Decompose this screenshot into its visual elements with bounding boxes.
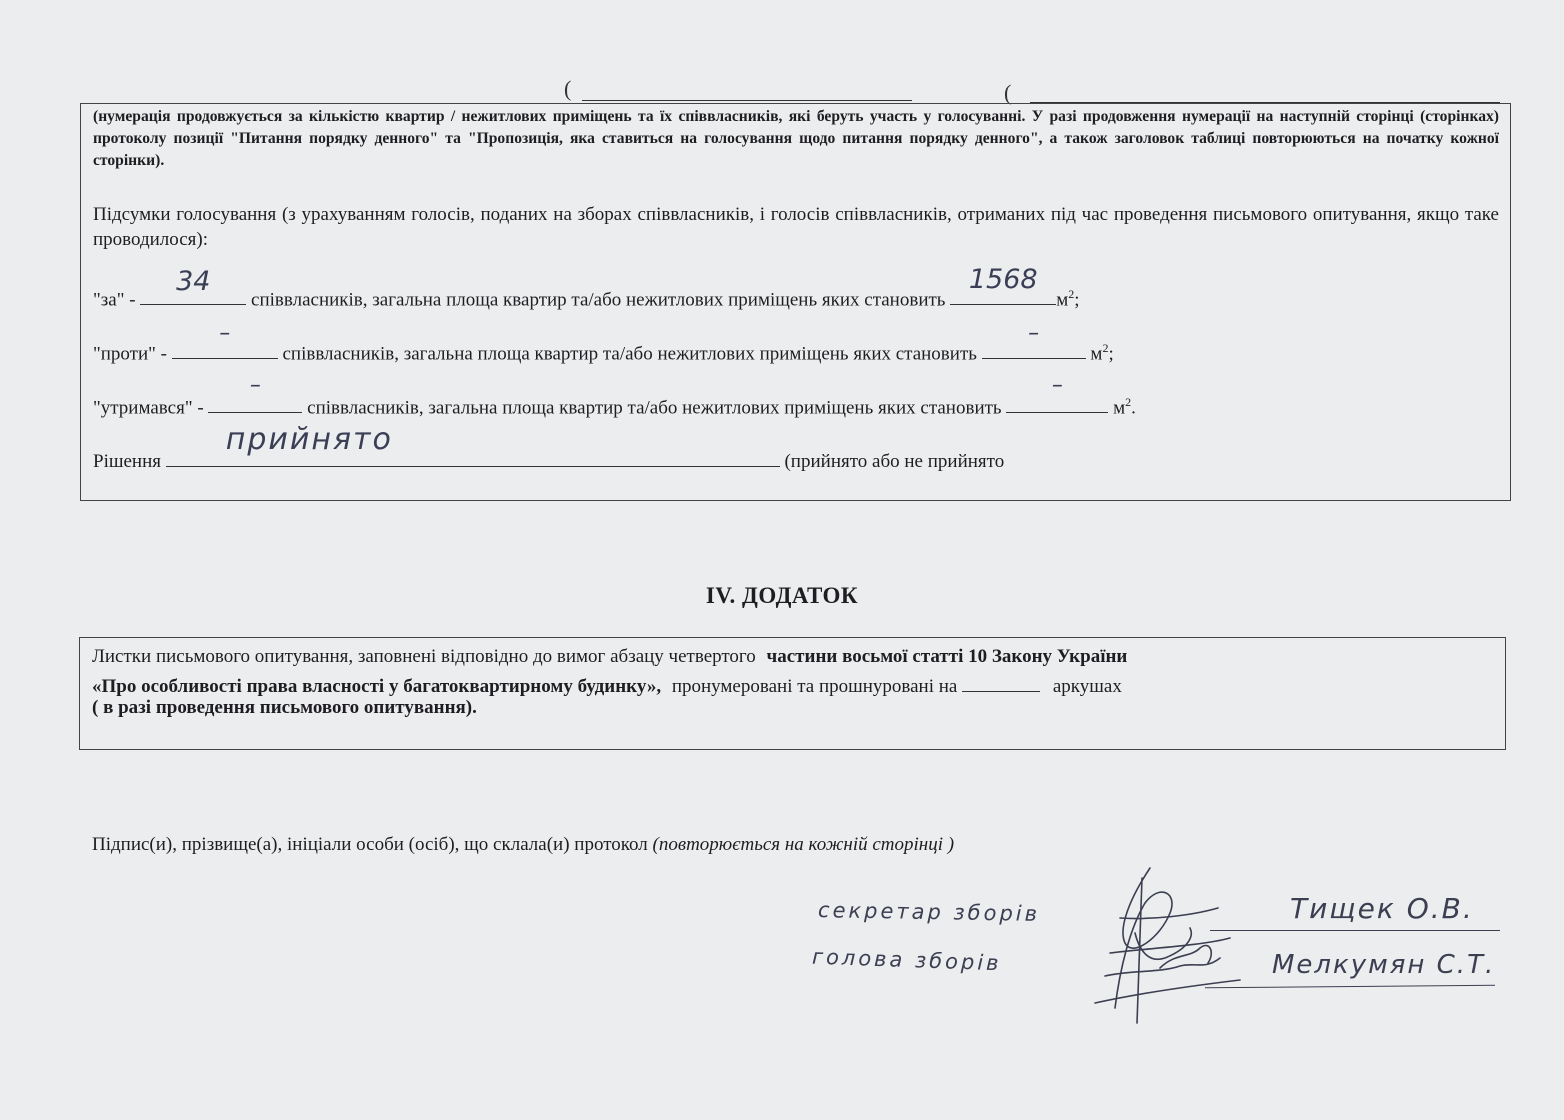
decision-note: (прийнято або не прийнято bbox=[784, 451, 1005, 472]
secretary-name: Тищек О.В. bbox=[1290, 892, 1474, 925]
handwritten-signature-graphic bbox=[1090, 858, 1250, 1028]
vote-against-unit-sup: 2 bbox=[1102, 341, 1109, 355]
decision-value: прийнято bbox=[225, 422, 393, 457]
vote-for-label: "за" - bbox=[93, 289, 136, 311]
vote-abstain-unit-sup: 2 bbox=[1125, 395, 1132, 409]
decision-field bbox=[166, 422, 780, 467]
sheets-count-field[interactable] bbox=[962, 671, 1040, 692]
vote-for-middle-text: співвласників, загальна площа квартир та/або нежитлових приміщень яких становить bbox=[251, 289, 946, 311]
vote-abstain-area-field bbox=[1006, 373, 1108, 413]
signature-caption-italic: (повторюється на кожній сторінці ) bbox=[652, 834, 955, 855]
vote-against-area-field bbox=[982, 321, 1086, 359]
vote-for-area-field bbox=[950, 264, 1056, 305]
vote-abstain-count-field bbox=[208, 373, 302, 413]
vote-row-abstain bbox=[93, 373, 1136, 420]
vote-against-middle-text: співвласників, загальна площа квартир та/або нежитлових приміщень яких становить bbox=[282, 343, 977, 365]
vote-abstain-area: – bbox=[1051, 373, 1063, 399]
vote-abstain-count: – bbox=[249, 373, 261, 399]
vote-row-for bbox=[93, 264, 1080, 312]
appendix-line-2-normal: пронумеровані та прошнуровані на bbox=[671, 676, 958, 697]
vote-abstain-end: . bbox=[1131, 397, 1136, 419]
vote-for-unit: м bbox=[1056, 289, 1069, 311]
vote-row-against bbox=[93, 321, 1114, 366]
appendix-line-2-end: аркушах bbox=[1052, 676, 1122, 697]
continuation-note: (нумерація продовжується за кількістю квартир / нежитлових приміщень та їх співвласників, які беруть участь у голосуванні. У разі продовження нумерації на наступній сторінці (сторінках) протоколу позиції "Питання порядку денного" та "Пропозиція, яка ставиться на голосування щодо питання порядку денного", а також заголовок таблиці повторюються на початку кожної сторінки). bbox=[93, 108, 1499, 169]
vote-against-count: – bbox=[219, 321, 231, 347]
vote-for-area: 1568 bbox=[968, 264, 1038, 296]
vote-for-count-field bbox=[140, 266, 246, 305]
section-title: IV. ДОДАТОК bbox=[705, 583, 859, 608]
vote-for-count: 34 bbox=[176, 266, 211, 298]
vote-against-end: ; bbox=[1108, 343, 1114, 365]
chair-role: голова зборів bbox=[811, 944, 1002, 976]
appendix-line-1 bbox=[92, 645, 1127, 669]
vote-against-count-field bbox=[172, 321, 278, 359]
vote-against-area: – bbox=[1028, 321, 1040, 347]
vote-for-unit-sup: 2 bbox=[1068, 287, 1075, 301]
vote-abstain-unit: м bbox=[1113, 397, 1126, 419]
chair-name: Мелкумян С.Т. bbox=[1272, 950, 1496, 980]
vote-for-end: ; bbox=[1074, 289, 1080, 311]
vote-against-label: "проти" - bbox=[93, 343, 167, 365]
left-paren-mark: ( bbox=[564, 76, 572, 101]
decision-label: Рішення bbox=[93, 451, 161, 472]
vote-abstain-middle-text: співвласників, загальна площа квартир та/або нежитлових приміщень яких становить bbox=[307, 397, 1002, 419]
appendix-line-2 bbox=[92, 671, 1122, 699]
secretary-role: секретар зборів bbox=[817, 898, 1041, 926]
appendix-line-1-bold: частини восьмої статті 10 Закону України bbox=[766, 646, 1128, 667]
decision-row bbox=[93, 422, 1005, 474]
right-paren-mark: ( bbox=[1004, 80, 1012, 105]
summary-intro: Підсумки голосування (з урахуванням голосів, поданих на зборах співвласників, і голосів співвласників, отриманих під час проведення письмового опитування, якщо таке проводилося): bbox=[93, 204, 1499, 250]
vote-abstain-label: "утримався" - bbox=[93, 397, 204, 419]
appendix-line-3: ( в разі проведення письмового опитування). bbox=[92, 697, 477, 718]
signature-caption bbox=[92, 833, 954, 857]
secretary-name-rule bbox=[1210, 930, 1500, 931]
signature-caption-normal: Підпис(и), прізвище(а), ініціали особи (осіб), що склала(и) протокол bbox=[92, 834, 648, 855]
appendix-line-1-normal: Листки письмового опитування, заповнені відповідно до вимог абзацу четвертого bbox=[92, 646, 756, 667]
appendix-line-2-bold: «Про особливості права власності у багатоквартирному будинку», bbox=[92, 676, 662, 697]
vote-against-unit: м bbox=[1090, 343, 1103, 365]
top-rule-left bbox=[582, 100, 912, 101]
